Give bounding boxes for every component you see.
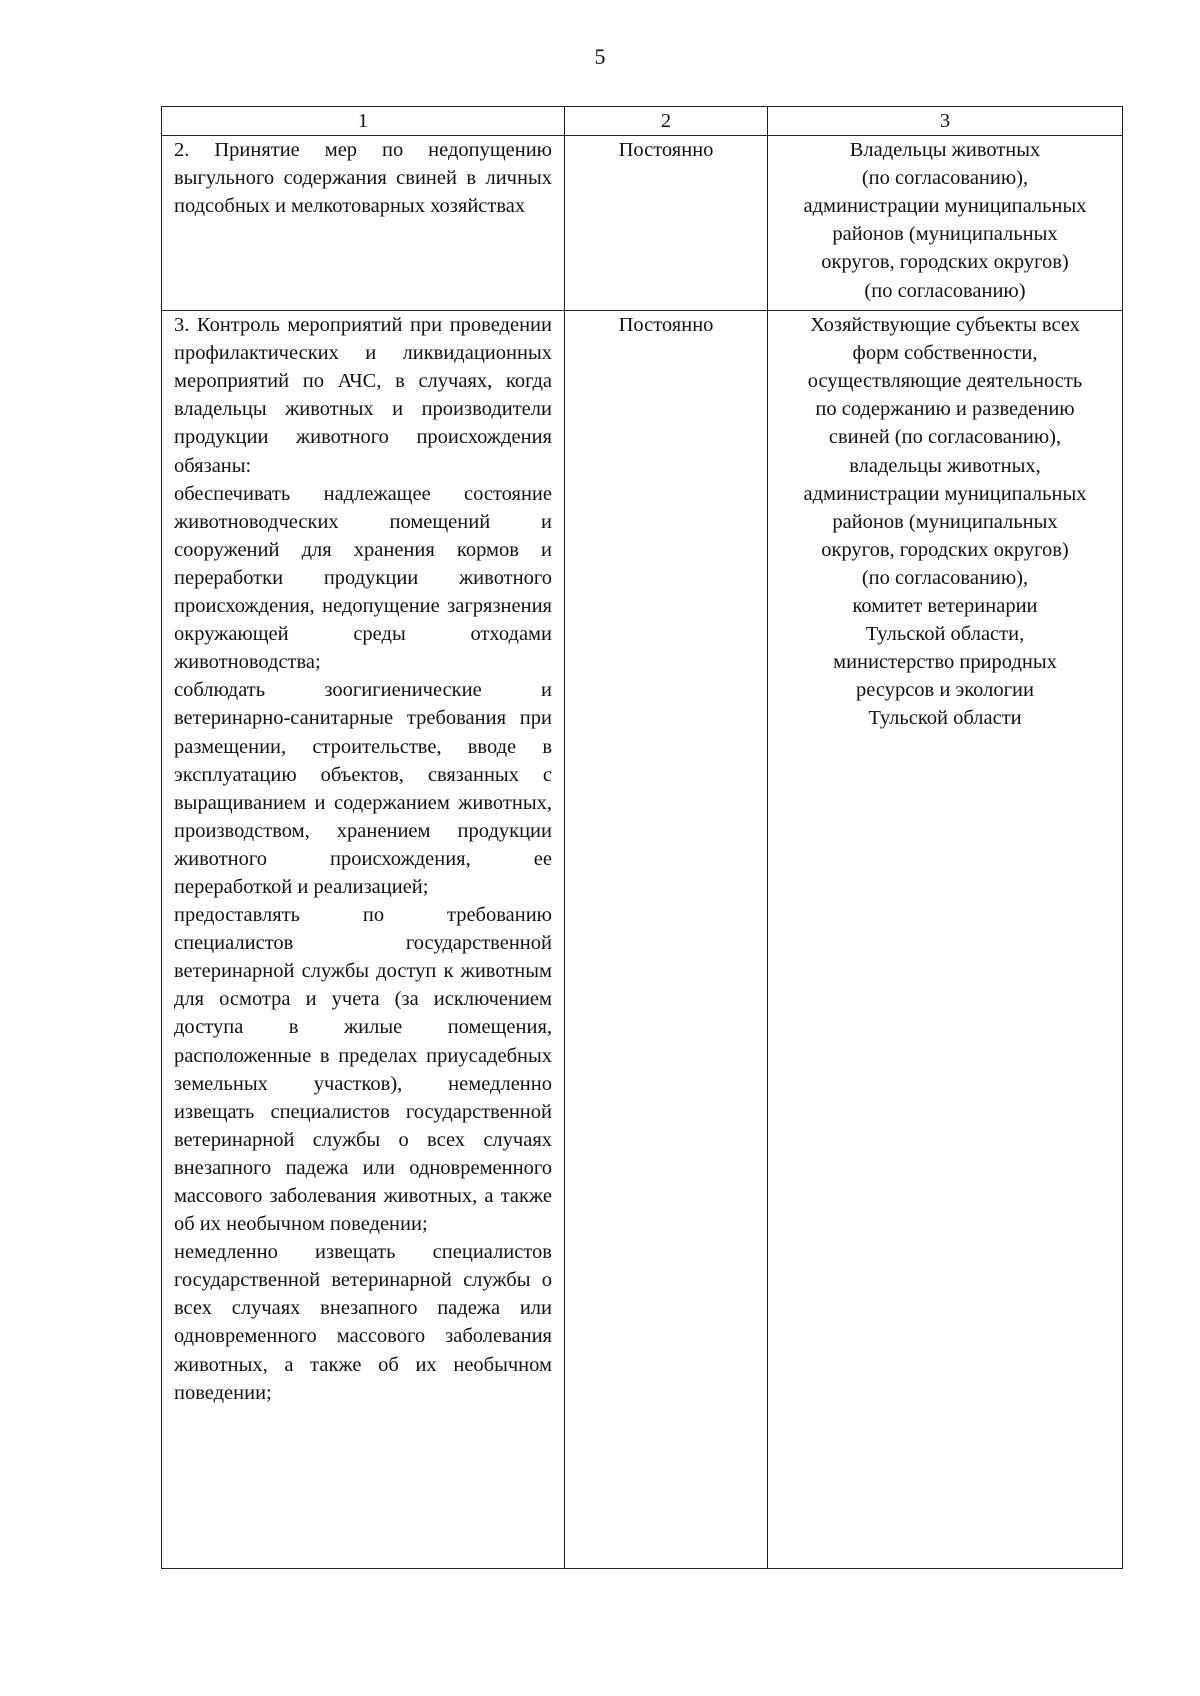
executor-line: Тульской области <box>868 707 1022 730</box>
executors-cell <box>768 311 1123 1569</box>
executor-line: (по согласованию), <box>861 566 1029 589</box>
executor-line: осуществляющие деятельность <box>807 370 1083 393</box>
page-number: 5 <box>594 44 606 69</box>
table-row <box>162 311 1123 1569</box>
executor-line: районов (муниципальных <box>832 510 1058 533</box>
executor-line: администрации муниципальных <box>803 482 1087 505</box>
executor-line: форм собственности, <box>852 342 1038 365</box>
executor-line: свиней (по согласованию), <box>828 426 1062 449</box>
executors-cell <box>768 136 1123 311</box>
executor-line: (по согласованию) <box>864 279 1026 302</box>
measures-table <box>161 106 1123 1569</box>
executor-line: по содержанию и разведению <box>815 398 1075 421</box>
measure-paragraph: немедленно извещать специалистов государственной ветеринарной службы о всех случаях внезапного падежа или одновременного массового заболевания животных, а также об их необычном поведении; <box>174 1241 552 1404</box>
executor-line: Хозяйствующие субъекты всех <box>810 314 1080 337</box>
period-cell: Постоянно <box>565 311 768 1569</box>
measure-paragraph: 2. Принятие мер по недопущению выгульного содержания свиней в личных подсобных и мелкотоварных хозяйствах <box>174 139 552 218</box>
column-header-3: 3 <box>768 107 1123 136</box>
table-header-row <box>162 107 1123 136</box>
period-cell: Постоянно <box>565 136 768 311</box>
executor-line: округов, городских округов) <box>821 251 1069 274</box>
executor-line: Тульской области, <box>865 623 1025 646</box>
executor-line: комитет ветеринарии <box>852 595 1038 618</box>
column-header-2: 2 <box>565 107 768 136</box>
table-row <box>162 136 1123 311</box>
executor-line: округов, городских округов) <box>821 538 1069 561</box>
executor-line: (по согласованию), <box>861 167 1029 190</box>
measure-paragraph: обеспечивать надлежащее состояние животноводческих помещений и сооружений для хранения кормов и переработки продукции животного происхождения, недопущение загрязнения окружающей среды отходами животноводства; <box>174 482 552 674</box>
column-header-1: 1 <box>162 107 565 136</box>
executor-line: ресурсов и экологии <box>856 679 1034 702</box>
measure-cell <box>162 136 565 311</box>
measure-paragraph: соблюдать зоогигиенические и ветеринарно-санитарные требования при размещении, строительстве, вводе в эксплуатацию объектов, связанных с выращиванием и содержанием животных, производством, хранением продукции животного происхождения, ее переработкой и реализацией; <box>174 679 552 898</box>
executor-line: администрации муниципальных <box>803 195 1087 218</box>
measure-paragraph: 3. Контроль мероприятий при проведении профилактических и ликвидационных мероприятий по АЧС, в случаях, когда владельцы животных и производители продукции животного происхождения обязаны: <box>174 314 552 477</box>
measure-cell <box>162 311 565 1569</box>
measure-paragraph: предоставлять по требованию специалистов государственной ветеринарной службы доступ к животным для осмотра и учета (за исключением доступа в жилые помещения, расположенные в пределах приусадебных земельных участков), немедленно извещать специалистов государственной ветеринарной службы о всех случаях внезапного падежа или одновременного массового заболевания животных, а также об их необычном поведении; <box>174 904 552 1236</box>
executor-line: министерство природных <box>833 651 1057 674</box>
executor-line: владельцы животных, <box>849 454 1041 477</box>
executor-line: Владельцы животных <box>849 139 1041 162</box>
executor-line: районов (муниципальных <box>832 223 1058 246</box>
